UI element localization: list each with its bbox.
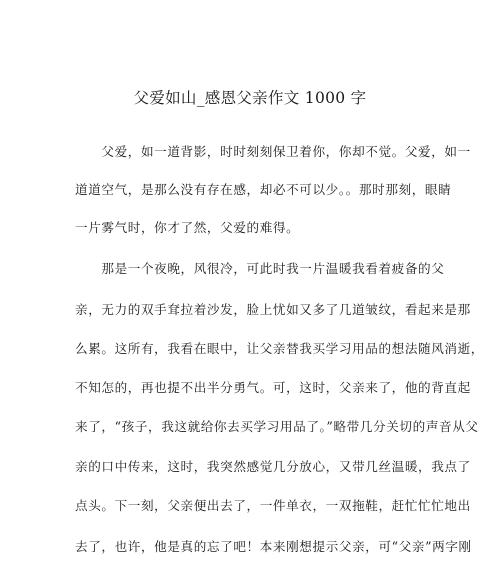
paragraph-line: 那是一个夜晚，风很冷，可此时我一片温暖我看着疲备的父 bbox=[75, 261, 445, 276]
paragraph-line: 一片雾气时，你才了然，父爱的难得。 bbox=[75, 220, 300, 235]
paragraph-line: 来了，“孩子，我这就给你去买学习用品了。”略带几分关切的声音从父 bbox=[75, 419, 479, 434]
paragraph-line: 不知怎的，再也提不出半分勇气。可，这时，父亲来了，他的背直起 bbox=[75, 380, 471, 395]
paragraph-line: 去了，也许，他是真的忘了吧！本来刚想提示父亲，可“父亲”两字刚 bbox=[75, 539, 472, 554]
paragraph-line: 点头。下一刻，父亲便出去了，一件单衣，一双拖鞋，赶忙忙忙地出 bbox=[75, 498, 471, 513]
paragraph-line: 亲，无力的双手耷拉着沙发，脸上忧如又多了几道皱纹，看起来是那 bbox=[75, 302, 471, 317]
paragraph-line: 么累。这所有，我看在眼中，让父亲替我买学习用品的想法随风消逝， bbox=[75, 341, 485, 356]
paragraph-line: 道道空气，是那么没有存在感，却必不可以少。。那时那刻，眼睛 bbox=[75, 182, 452, 197]
paragraph-line: 父爱，如一道背影，时时刻刻保卫着你，你却不觉。父爱，如一 bbox=[75, 144, 471, 159]
document-title: 父爱如山_感恩父亲作文 1000 字 bbox=[133, 89, 367, 107]
paragraph-line: 亲的口中传来，这时，我突然感觉几分放心，又带几丝温暖，我点了 bbox=[75, 459, 471, 474]
